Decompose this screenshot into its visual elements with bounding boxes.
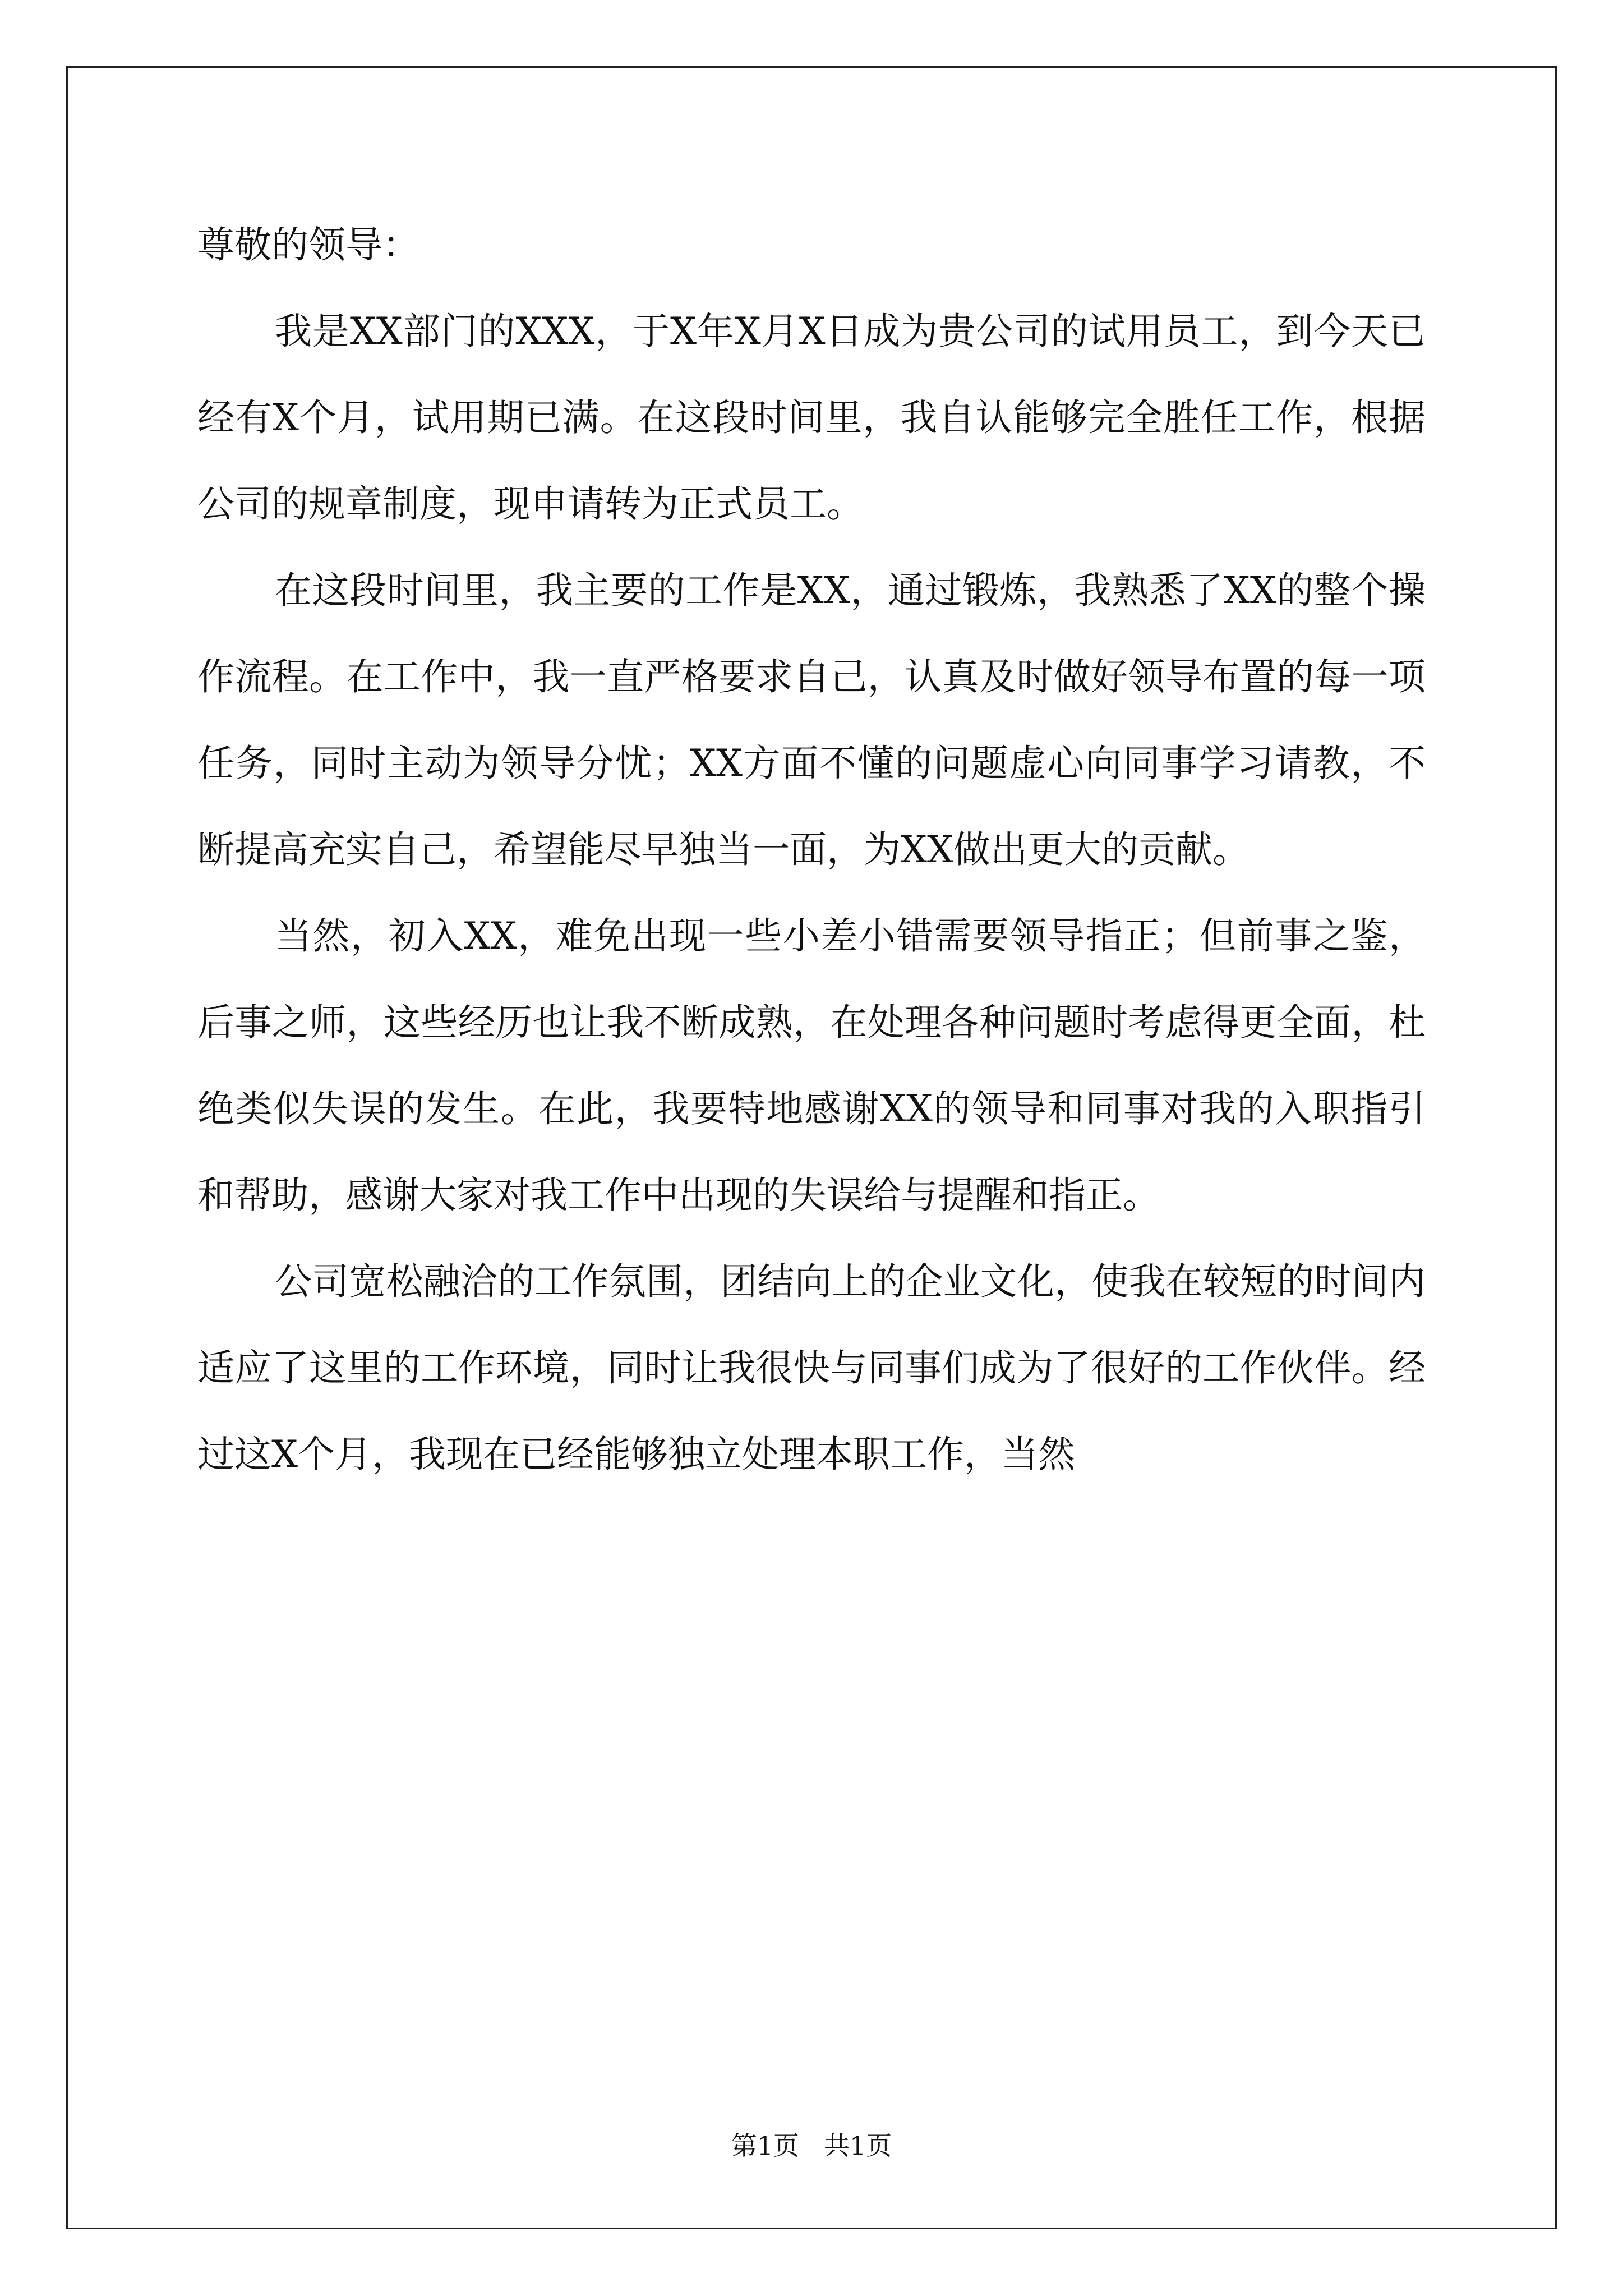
page-footer [0,2129,1623,2162]
document-body [197,202,1426,1498]
paragraph-3: 当然，初入XX，难免出现一些小差小错需要领导指正；但前事之鉴，后事之师，这些经历也让我不断成熟，在处理各种问题时考虑得更全面，杜绝类似失误的发生。在此，我要特地感谢XX的领导和同事对我的入职指引和帮助，感谢大家对我工作中出现的失误给与提醒和指正。 [197,914,1426,1217]
paragraph-4: 公司宽松融洽的工作氛围，团结向上的企业文化，使我在较短的时间内适应了这里的工作环境，同时让我很快与同事们成为了很好的工作伙伴。经过这X个月，我现在已经能够独立处理本职工作，当然 [197,1260,1426,1476]
page-total: 共1页 [824,2131,892,2161]
salutation: 尊敬的领导： [197,223,419,266]
paragraph-1: 我是XX部门的XXX，于X年X月X日成为贵公司的试用员工，到今天已经有X个月，试用期已满。在这段时间里，我自认能够完全胜任工作，根据公司的规章制度，现申请转为正式员工。 [197,310,1426,526]
paragraph-2: 在这段时间里，我主要的工作是XX，通过锻炼，我熟悉了XX的整个操作流程。在工作中，我一直严格要求自己，认真及时做好领导布置的每一项任务，同时主动为领导分忧；XX方面不懂的问题虚心向同事学习请教，不断提高充实自己，希望能尽早独当一面，为XX做出更大的贡献。 [197,569,1426,871]
page-number: 第1页 [731,2131,799,2161]
